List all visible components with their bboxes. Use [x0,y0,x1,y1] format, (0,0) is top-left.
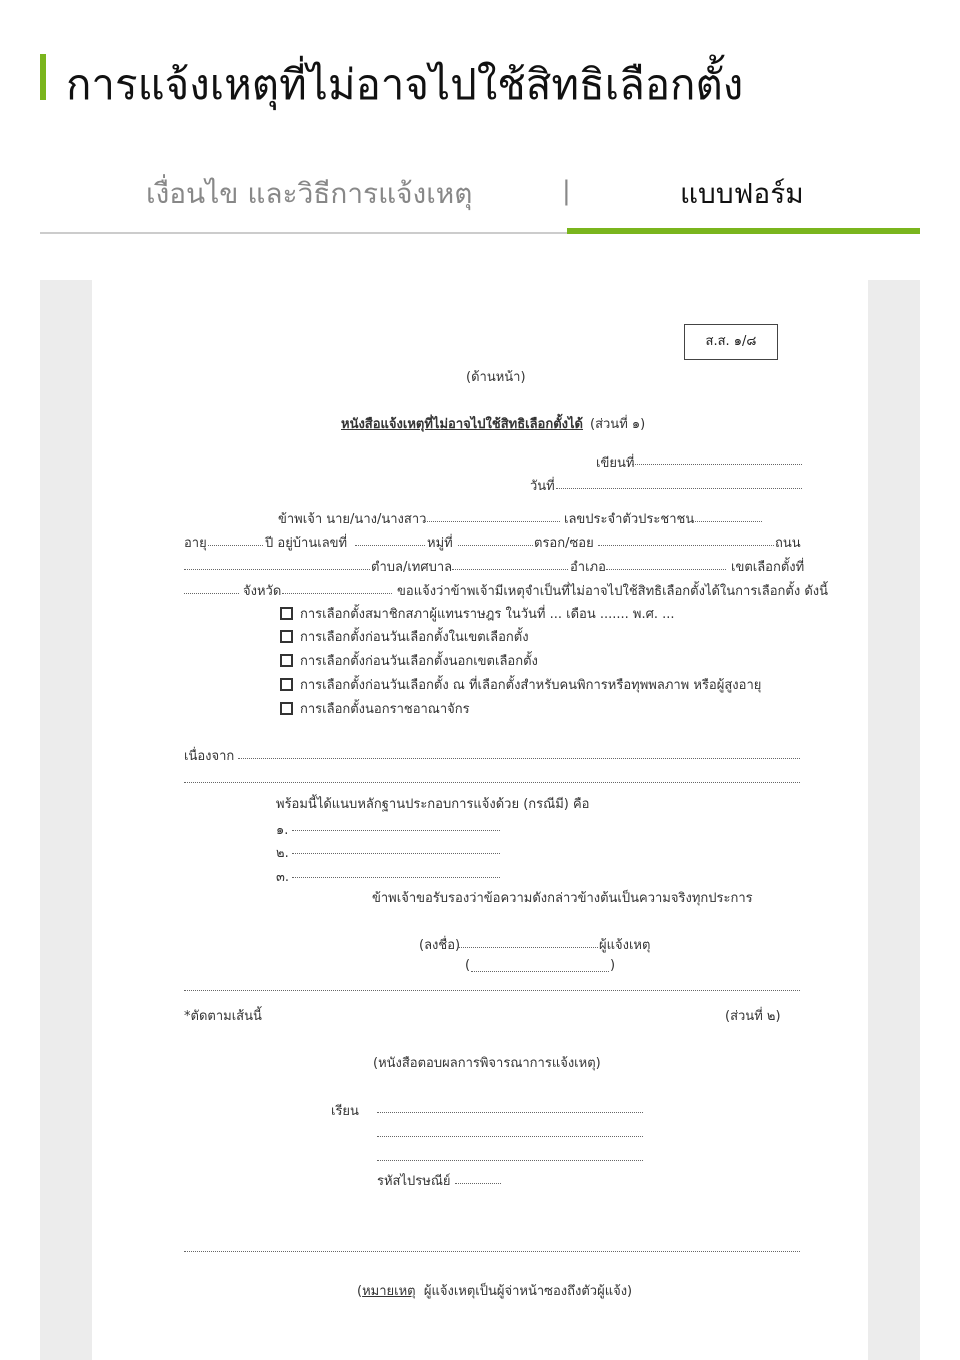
road-field[interactable] [184,569,370,570]
age-label: อายุ [184,536,207,551]
house-field[interactable] [355,545,425,546]
tab-conditions[interactable]: เงื่อนไข และวิธีการแจ้งเหตุ [146,177,473,210]
subdistrict-field[interactable] [452,569,568,570]
date-label: วันที่ [530,479,555,494]
checkbox[interactable] [280,702,293,715]
id-field[interactable] [690,521,762,522]
constituency-label: เขตเลือกตั้งที่ [731,560,805,575]
printed-name-field[interactable] [471,971,609,972]
attach-num-2: ๒. [276,846,289,861]
note-paren: ( [357,1284,363,1299]
district-label: อำเภอ [570,560,606,575]
note [357,1280,632,1301]
option-label: การเลือกตั้งก่อนวันเลือกตั้งในเขตเลือกตั้ง [300,630,529,645]
sign-label: (ลงชื่อ) [419,938,461,953]
because-field[interactable] [238,758,800,759]
attach-field-1[interactable] [292,830,500,831]
province-label: จังหวัด [243,584,282,599]
tab-separator: | [562,176,571,206]
constituency-field[interactable] [184,593,239,594]
paren-close: ) [610,958,616,973]
subdistrict-label: ตำบล/เทศบาล [371,560,453,575]
to-label: เรียน [331,1104,359,1119]
date-field[interactable] [556,488,802,489]
reply-title: (หนังสือตอบผลการพิจารณาการแจ้งเหตุ) [373,1056,601,1071]
checkbox[interactable] [280,630,293,643]
bottom-divider [184,1251,800,1252]
reporter-label: ผู้แจ้งเหตุ [599,938,651,953]
checkbox[interactable] [280,654,293,667]
postcode-field[interactable] [455,1183,501,1184]
tab-underline [40,232,568,234]
soi-field[interactable] [598,545,774,546]
to-field-1[interactable] [377,1112,643,1113]
option-label: การเลือกตั้งก่อนวันเลือกตั้ง ณ ที่เลือกตั้งสำหรับคนพิการหรือทุพพลภาพ หรือผู้สูงอายุ [300,678,762,693]
postcode-label: รหัสไปรษณีย์ [377,1174,451,1189]
to-field-2[interactable] [377,1136,643,1137]
side-label: (ด้านหน้า) [466,370,526,385]
cut-label: *ตัดตามเส้นนี้ [184,1009,262,1024]
page-title: การแจ้งเหตุที่ไม่อาจไปใช้สิทธิเลือกตั้ง [66,60,744,109]
option-label: การเลือกตั้งนอกราชอาณาจักร [300,702,470,717]
checkbox[interactable] [280,607,293,620]
house-label: ปี อยู่บ้านเลขที่ [265,536,348,551]
note-text: ผู้แจ้งเหตุเป็นผู้จ่าหน้าซองถึงตัวผู้แจ้ง) [423,1284,633,1299]
tab-form[interactable]: แบบฟอร์ม [680,177,804,210]
form-heading: หนังสือแจ้งเหตุที่ไม่อาจไปใช้สิทธิเลือกตั้งได้ [341,417,584,432]
option-label: การเลือกตั้งก่อนวันเลือกตั้งนอกเขตเลือกตั้ง [300,654,538,669]
cut-line [184,990,800,991]
road-label: ถนน [775,536,801,551]
attach-num-3: ๓. [276,870,290,885]
written-at-label: เขียนที่ [596,456,635,471]
attach-label: พร้อมนี้ได้แนบหลักฐานประกอบการแจ้งด้วย (กรณีมี) คือ [276,797,590,812]
title-accent-bar [40,54,46,100]
option-house-election[interactable] [280,603,675,624]
name-field[interactable] [425,521,560,522]
moo-field[interactable] [458,545,533,546]
province-field[interactable] [282,593,392,594]
statement: ขอแจ้งว่าข้าพเจ้ามีเหตุจำเป็นที่ไม่อาจไปใช้สิทธิเลือกตั้งได้ในการเลือกตั้ง ดังนี้ [397,584,829,599]
soi-label: ตรอก/ซอย [534,536,594,551]
moo-label: หมู่ที่ [427,536,453,551]
option-overseas[interactable] [280,698,470,719]
option-advance-in-district[interactable] [280,626,529,647]
because-field-2[interactable] [184,782,800,783]
form-page [92,280,868,1360]
district-field[interactable] [606,569,726,570]
checkbox[interactable] [280,678,293,691]
option-advance-out-district[interactable] [280,650,538,671]
written-at-field[interactable] [632,464,802,465]
active-tab-indicator [567,228,920,234]
name-label: ข้าพเจ้า นาย/นาง/นางสาว [278,512,427,527]
part2-label: (ส่วนที่ ๒) [725,1009,781,1024]
part1-label: (ส่วนที่ ๑) [590,417,646,432]
because-label: เนื่องจาก [184,749,235,764]
note-label: หมายเหตุ [362,1284,416,1299]
option-label: การเลือกตั้งสมาชิกสภาผู้แทนราษฎร ในวันที่ ... เดือน ....... พ.ศ. ... [300,607,675,622]
attach-num-1: ๑. [276,823,289,838]
certify-text: ข้าพเจ้าขอรับรองว่าข้อความดังกล่าวข้างต้นเป็นความจริงทุกประการ [372,891,753,906]
attach-field-3[interactable] [292,877,500,878]
form-code: ส.ส. ๑/๘ [684,324,778,360]
age-field[interactable] [208,545,263,546]
option-advance-disabled-elderly[interactable] [280,674,761,695]
paren-open: ( [465,958,471,973]
to-field-3[interactable] [377,1160,643,1161]
id-label: เลขประจำตัวประชาชน [564,512,695,527]
attach-field-2[interactable] [292,853,500,854]
signature-field[interactable] [458,947,598,948]
